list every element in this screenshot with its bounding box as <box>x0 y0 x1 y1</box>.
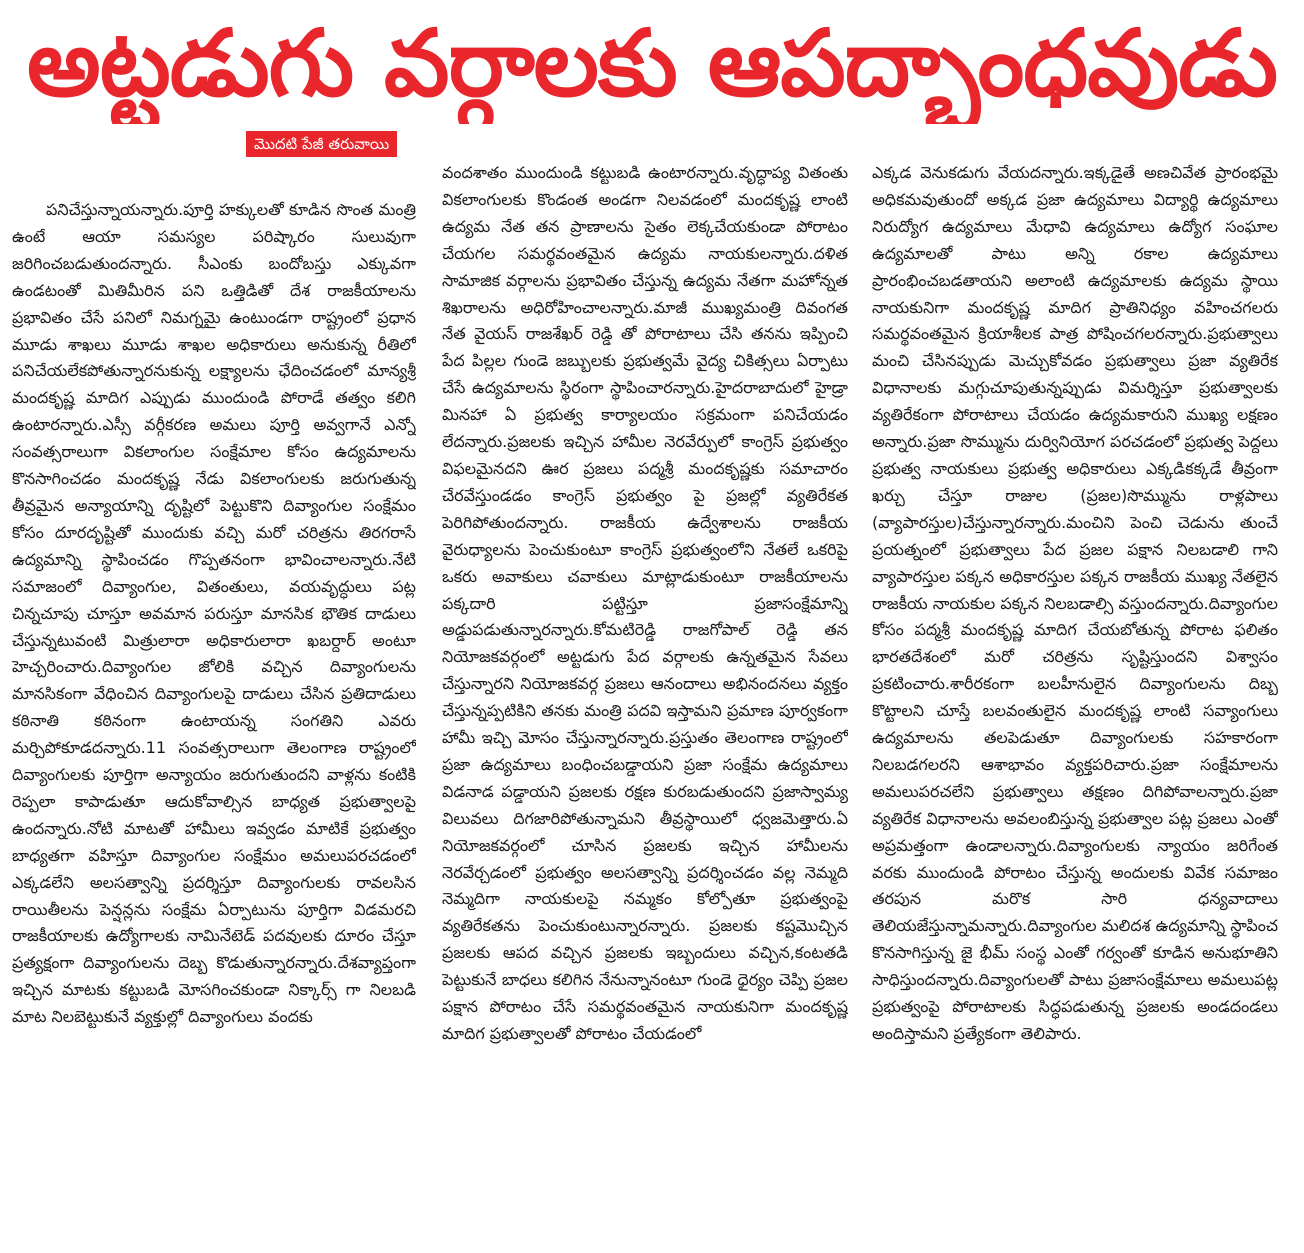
continuation-tag: మొదటి పేజీ తరువాయి <box>246 131 397 157</box>
article-text-col-3: ఎక్కడ వెనుకడుగు వేయదన్నారు.ఇక్కడైతే అణచివేత ప్రారంభమై అధికమవుతుందో అక్కడ ప్రజా ఉద్యమాలు విద్యార్థి ఉద్యమాలు నిరుద్యోగ ఉద్యమాలు మేధావి ఉద్యమాలు ఉద్యోగ సంఘాల ఉద్యమాలతో పాటు అన్ని రకాల ఉద్యమాలు ప్రారంభించబడతాయని అలాంటి ఉద్యమాలకు ఉద్యమ స్థాయి నాయకునిగా మందకృష్ణ మాదిగ ప్రాతినిధ్యం వహించగలరు సమర్థవంతమైన క్రియాశీలక పాత్ర పోషించగలరన్నారు.ప్రభుత్వాలు మంచి చేసినప్పుడు మెచ్చుకోవడం ప్రభుత్వాలు ప్రజా వ్యతిరేక విధానాలకు మగ్గుచూపుతున్నప్పుడు విమర్శిస్తూ ప్రభుత్వాలకు వ్యతిరేకంగా పోరాటాలు చేయడం ఉద్యమకారుని ముఖ్య లక్షణం అన్నారు.ప్రజా సొమ్మును దుర్వినియోగ పరచడంలో ప్రభుత్వ పెద్దలు ప్రభుత్వ నాయకులు ప్రభుత్వ అధికారులు ఎక్కడికక్కడే తీవ్రంగా ఖర్చు చేస్తూ రాజుల (ప్రజల)సొమ్మును రాళ్లపాలు (వ్యాపారస్తుల)చేస్తున్నారన్నారు.మంచిని పెంచి చెడును తుంచే ప్రయత్నంలో ప్రభుత్వాలు పేద ప్రజల పక్షాన నిలబడాలి గాని వ్యాపారస్తుల పక్కన అధికారస్తుల పక్కన రాజకీయ ముఖ్య నేతలైన రాజకీయ నాయకుల పక్కన నిలబడాల్సి వస్తుందన్నారు.దివ్యాంగుల కోసం పద్మశ్రీ మందకృష్ణ మాదిగ చేయబోతున్న పోరాట ఫలితం భారతదేశంలో మరో చరిత్రను సృష్టిస్తుందని విశ్వాసం ప్రకటించారు.శారీరకంగా బలహీనులైన దివ్యాంగులను దిబ్బ కొట్టాలని చూస్తే బలవంతులైన మందకృష్ణ లాంటి సవ్యాంగులు ఉద్యమాలను తలపెడుతూ దివ్యాంగులకు సహకారంగా నిలబడగలరని ఆశాభావం వ్యక్తపరిచారు.ప్రజా సంక్షేమాలను అమలుపరచలేని ప్రభుత్వాలు తక్షణం దిగిపోవాలన్నారు.ప్రజా వ్యతిరేక విధానాలను అవలంబిస్తున్న ప్రభుత్వాల పట్ల ప్రజలు ఎంతో అప్రమత్తంగా ఉండాలన్నారు.దివ్యాంగులకు న్యాయం జరిగేంత వరకు ముందుండి పోరాటం చేస్తున్న అందులకు వివేక సమాజం తరపున మరొక సారి ధన్యవాదాలు తెలియజేస్తున్నామన్నారు.దివ్యాంగుల మలిదశ ఉద్యమాన్ని స్థాపించ కొనసాగిస్తున్న జై భీమ్ సంస్థ ఎంతో గర్వంతో కూడిన అనుభూతిని సాధిస్తుందన్నారు.దివ్యాంగులతో పాటు ప్రజాసంక్షేమాలు అమలుపట్ల ప్రభుత్వంపై పోరాటాలకు సిద్ధపడుతున్న ప్రజలకు అండదండలు అందిస్తామని ప్రత్యేకంగా తెలిపారు. <box>872 163 1278 1043</box>
article-column-1 <box>12 197 416 1247</box>
headline: అట్టడుగు వర్గాలకు ఆపద్బాంధవుడు <box>27 10 1277 117</box>
article-text-col-1: పనిచేస్తున్నాయన్నారు.పూర్తి హక్కులతో కూడిన సొంత మంత్రి ఉంటే ఆయా సమస్యల పరిష్కారం సులువుగా జరిగించబడుతుందన్నారు. సీఎంకు బందోబస్తు ఎక్కువగా ఉండటంతో మితిమీరిన పని ఒత్తిడితో దేశ రాజకీయాలను ప్రభావితం చేసే పనిలో నిమగ్నమై ఉంటుండగా రాష్ట్రంలో ప్రధాన మూడు శాఖలు మూడు శాఖల అధికారులు అనుకున్న రీతిలో పనిచేయలేకపోతున్నారనుకున్న లక్ష్యాలను ఛేదించడంలో మాన్యశ్రీ మందకృష్ణ మాదిగ ఎప్పుడు ముందుండి పోరాడే తత్వం కలిగి ఉంటారన్నారు.ఎస్సీ వర్గీకరణ అమలు పూర్తి అవ్వగానే ఎన్నో సంవత్సరాలుగా వికలాంగుల సంక్షేమాల కోసం ఉద్యమాలను కొనసాగించడం మందకృష్ణ నేడు వికలాంగులకు జరుగుతున్న తీవ్రమైన అన్యాయాన్ని దృష్టిలో పెట్టుకొని దివ్యాంగుల సంక్షేమం కోసం దూరదృష్టితో ముందుకు వచ్చి మరో చరిత్రను తిరగరాసే ఉద్యమాన్ని స్థాపించడం గొప్పతనంగా భావించాలన్నారు.నేటి సమాజంలో దివ్యాంగుల, వితంతులు, వయవృద్ధులు పట్ల చిన్నచూపు చూస్తూ అవమాన పరుస్తూ మానసిక భౌతిక దాడులు చేస్తున్నటువంటి మిత్రులారా అధికారులారా ఖబర్దార్ అంటూ హెచ్చరించారు.దివ్యాంగుల జోలికి వచ్చిన దివ్యాంగులను మానసికంగా వేధించిన దివ్యాంగులపై దాడులు చేసిన ప్రతిదాడులు కఠినాతి కఠినంగా ఉంటాయన్న సంగతిని ఎవరు మర్చిపోకూడదన్నారు.11 సంవత్సరాలుగా తెలంగాణ రాష్ట్రంలో దివ్యాంగులకు పూర్తిగా అన్యాయం జరుగుతుందని వాళ్లను కంటికి రెప్పలా కాపాడుతూ ఆదుకోవాల్సిన బాధ్యత ప్రభుత్వాలపై ఉందన్నారు.నోటి మాటతో హామీలు ఇవ్వడం మాటికే ప్రభుత్వం బాధ్యతగా వహిస్తూ దివ్యాంగుల సంక్షేమం అమలుపరచడంలో ఎక్కడలేని అలసత్వాన్ని ప్రదర్శిస్తూ దివ్యాంగులకు రావలసిన రాయితీలను పెన్షన్లను సంక్షేమ ఏర్పాటును పూర్తిగా విడమరచి రాజకీయాలకు ఉద్యోగాలకు నామినేటెడ్ పదవులకు దూరం చేస్తూ ప్రత్యక్షంగా దివ్యాంగులను దెబ్బ కొడుతున్నారన్నారు.దేశవ్యాప్తంగా ఇచ్చిన మాటకు కట్టుబడి మోసగించకుండా నిక్కార్స్ గా నిలబడి మాట నిలబెట్టుకునే వ్యక్తుల్లో దివ్యాంగులు వందకు <box>12 200 416 1027</box>
article-column-3 <box>872 160 1278 1250</box>
article-text-col-2: వందశాతం ముందుండి కట్టుబడి ఉంటారన్నారు.వృద్ధాప్య వితంతు వికలాంగులకు కొండంత అండగా నిలవడంలో మందకృష్ణ లాంటి ఉద్యమ నేత తన ప్రాణాలను సైతం లెక్కచేయకుండా పోరాటం చేయగల సమర్థవంతమైన ఉద్యమ నాయకులన్నారు.దళిత సామాజిక వర్గాలను ప్రభావితం చేస్తున్న ఉద్యమ నేతగా మహోన్నత శిఖరాలను అధిరోహించాలన్నారు.మాజీ ముఖ్యమంత్రి దివంగత నేత వైయస్ రాజశేఖర్ రెడ్డి తో పోరాటాలు చేసి తనను ఇప్పించి పేద పిల్లల గుండె జబ్బులకు ప్రభుత్వమే వైద్య చికిత్సలు ఏర్పాటు చేసే ఉద్యమాలను స్థిరంగా స్థాపించారన్నారు.హైదరాబాదులో హైడ్రా మినహా ఏ ప్రభుత్వ కార్యాలయం సక్రమంగా పనిచేయడం లేదన్నారు.ప్రజలకు ఇచ్చిన హామీల నెరవేర్పులో కాంగ్రెస్ ప్రభుత్వం విఫలమైనదని ఊర ప్రజలు పద్మశ్రీ మందకృష్ణకు సమాచారం చేరవేస్తుండడం కాంగ్రెస్ ప్రభుత్వం పై ప్రజల్లో వ్యతిరేకత పెరిగిపోతుందన్నారు. రాజకీయ ఉద్వేశాలను రాజకీయ వైరుధ్యాలను పెంచుకుంటూ కాంగ్రెస్ ప్రభుత్వంలోని నేతలే ఒకరిపై ఒకరు అవాకులు చవాకులు మాట్లాడుకుంటూ రాజకీయాలను పక్కదారి పట్టిస్తూ ప్రజాసంక్షేమాన్ని అడ్డుపడుతున్నారన్నారు.కోమటిరెడ్డి రాజగోపాల్ రెడ్డి తన నియోజకవర్గంలో అట్టడుగు పేద వర్గాలకు ఉన్నతమైన సేవలు చేస్తున్నారని నియోజకవర్గ ప్రజలు ఆనందాలు అభినందనలు వ్యక్తం చేస్తున్నప్పటికిని తనకు మంత్రి పదవి ఇస్తామని ప్రమాణ పూర్వకంగా హామీ ఇచ్చి మోసం చేస్తున్నారన్నారు.ప్రస్తుతం తెలంగాణ రాష్ట్రంలో ప్రజా ఉద్యమాలు బంధించబడ్డాయని ప్రజా సంక్షేమ ఉద్యమాలు విడనాడ పడ్డాయని ప్రజలకు రక్షణ కురబడుతుందని ప్రజాస్వామ్య విలువలు దిగజారిపోతున్నామని తీవ్రస్థాయిలో ధ్వజమెత్తారు.ఏ నియోజకవర్గంలో చూసిన ప్రజలకు ఇచ్చిన హామీలను నెరవేర్చడంలో ప్రభుత్వం అలసత్వాన్ని ప్రదర్శించడం వల్ల నెమ్మది నెమ్మదిగా నాయకులపై నమ్మకం కోల్పోతూ ప్రభుత్వంపై వ్యతిరేకతను పెంచుకుంటున్నారన్నారు. ప్రజలకు కష్టమొచ్చిన ప్రజలకు ఆపద వచ్చిన ప్రజలకు ఇబ్బందులు వచ్చిన,కంటతడి పెట్టుకునే బాధలు కలిగిన నేనున్నానంటూ గుండె ధైర్యం చెప్పి ప్రజల పక్షాన పోరాటం చేసే సమర్థవంతమైన నాయకునిగా మందకృష్ణ మాదిగ ప్రభుత్వాలతో పోరాటం చేయడంలో <box>442 163 848 1043</box>
article-column-2 <box>442 160 848 1250</box>
